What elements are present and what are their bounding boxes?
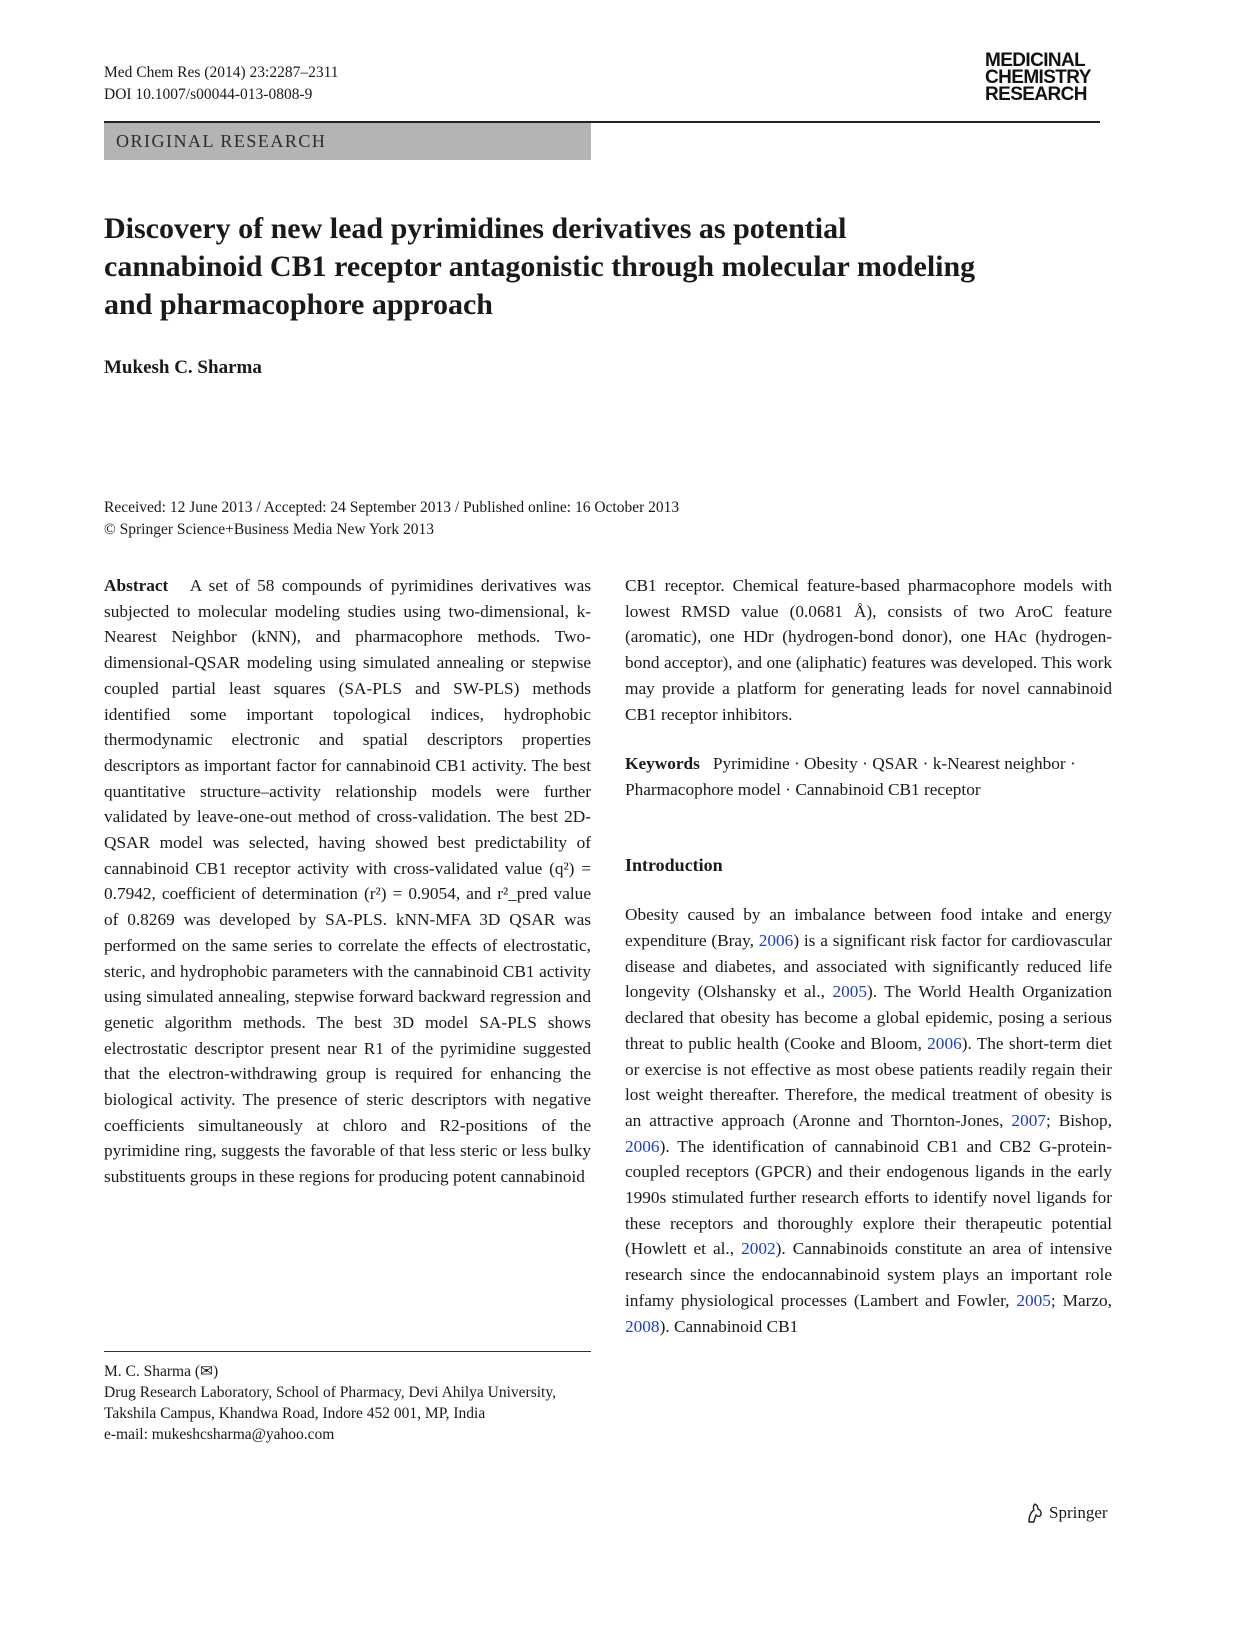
springer-horse-icon — [1025, 1502, 1045, 1524]
journal-logo-line: MEDICINAL — [985, 50, 1086, 71]
intro-text: ). The short-term diet or exercise is not effective as most obese patients readily regain their lost weight thereafter. Therefore, the medical treatment of obesity is an attractive approach (Aronne and Thornton-Jones, — [625, 1033, 1112, 1130]
abstract-label: Abstract — [104, 576, 169, 595]
citation-link[interactable]: 2005 — [832, 982, 868, 1002]
author-name: Mukesh C. Sharma — [104, 357, 262, 378]
section-label: ORIGINAL RESEARCH — [104, 123, 591, 160]
citation-link[interactable]: 2006 — [625, 1136, 660, 1156]
publication-dates — [104, 497, 679, 541]
journal-logo-line: CHEMISTRY — [985, 67, 1091, 88]
citation-block — [104, 62, 339, 106]
intro-text: ). Cannabinoids constitute an area of intensive research since the endocannabinoid system plays an important role infamy physiological processes (Lambert and Fowler, — [625, 1239, 1113, 1310]
author-footnote — [104, 1361, 591, 1445]
journal-logo-line: RESEARCH — [985, 84, 1087, 105]
introduction-heading: Introduction — [625, 854, 723, 875]
footnote-affiliation: Drug Research Laboratory, School of Pharmacy, Devi Ahilya University, Takshila Campus, Khandwa Road, Indore 452 001, MP, India — [104, 1384, 556, 1422]
intro-text: ) is a significant risk factor for cardiovascular disease and diabetes, and associated with significantly reduced life longevity (Olshansky et al., — [625, 931, 1112, 1002]
abstract-paragraph — [104, 573, 591, 1190]
right-column — [625, 573, 1112, 1339]
intro-text: Obesity caused by an imbalance between food intake and energy expenditure (Bray, — [625, 905, 1112, 951]
journal-logo — [985, 52, 1100, 103]
publisher-name: Springer — [1049, 1503, 1108, 1522]
article-title: Discovery of new lead pyrimidines derivatives as potential cannabinoid CB1 receptor antagonistic through molecular modeling and pharmacophore approach — [104, 212, 976, 321]
citation-line: Med Chem Res (2014) 23:2287–2311 — [104, 64, 339, 81]
abstract-text: A set of 58 compounds of pyrimidines derivatives was subjected to molecular modeling studies using two-dimensional, k-Nearest Neighbor (kNN), and pharmacophore methods. Two-dimensional-QSAR modeling using simulated annealing or stepwise coupled partial least squares (SA-PLS and SW-PLS) methods identified some important topological indices, hydrophobic thermodynamic electronic and spatial descriptors properties descriptors as important factor for cannabinoid CB1 activity. The best quantitative structure–activity relationship models were further validated by leave-one-out method of cross-validation. The best 2D-QSAR model was selected, having showed best predictability of cannabinoid CB1 receptor activity with cross-validated value (q²) = 0.7942, coefficient of determination (r²) = 0.9054, and r²_pred value of 0.8269 was developed by SA-PLS. kNN-MFA 3D QSAR was performed on the same series to correlate the effects of electrostatic, steric, and hydrophobic parameters with the cannabinoid CB1 activity using simulated annealing, stepwise forward backward regression and genetic algorithm methods. The best 3D model SA-PLS shows electrostatic descriptor present near R1 of the pyrimidine suggested that the electron-withdrawing group is required for enhancing the biological activity. The presence of steric descriptors with negative coefficients simultaneously at chloro and R2-positions of the pyrimidine ring, suggests the favorable of that less steric or less bulky substituents groups in these regions for producing potent cannabinoid — [104, 576, 591, 1187]
dates-line: Received: 12 June 2013 / Accepted: 24 September 2013 / Published online: 16 October 2013 — [104, 499, 680, 516]
intro-text: ; Bishop, — [1045, 1110, 1112, 1130]
intro-text: ). Cannabinoid CB1 — [659, 1316, 799, 1336]
footnote-name: M. C. Sharma (✉) — [104, 1363, 219, 1380]
left-column — [104, 573, 591, 1190]
publisher-logo — [1025, 1502, 1108, 1524]
copyright-line: © Springer Science+Business Media New York 2013 — [104, 521, 435, 538]
citation-link[interactable]: 2002 — [741, 1239, 776, 1259]
footnote-email[interactable]: e-mail: mukeshcsharma@yahoo.com — [104, 1426, 335, 1443]
intro-text: ). The World Health Organization declared that obesity has become a global epidemic, posing a serious threat to public health (Cooke and Bloom, — [625, 982, 1112, 1053]
citation-link[interactable]: 2008 — [625, 1316, 660, 1336]
keywords-paragraph — [625, 751, 1112, 802]
citation-link[interactable]: 2005 — [1016, 1290, 1051, 1310]
introduction-paragraph — [625, 902, 1112, 1339]
abstract-continuation: CB1 receptor. Chemical feature-based pharmacophore models with lowest RMSD value (0.0681 Å), consists of two AroC feature (aromatic), one HDr (hydrogen-bond donor), one HAc (hydrogen-bond acceptor), and one (aliphatic) features was developed. This work may provide a platform for generating leads for novel cannabinoid CB1 receptor inhibitors. — [625, 576, 1112, 724]
intro-text: ; Marzo, — [1050, 1290, 1112, 1310]
citation-link[interactable]: 2006 — [758, 931, 794, 951]
citation-link[interactable]: 2007 — [1011, 1110, 1046, 1130]
keywords-label: Keywords — [625, 754, 700, 774]
doi-line: DOI 10.1007/s00044-013-0808-9 — [104, 86, 313, 103]
intro-text: ). The identification of cannabinoid CB1 and CB2 G-protein-coupled receptors (GPCR) and their endogenous ligands in the early 1990s stimulated further research efforts to identify novel ligands for these receptors and thoroughly explore their therapeutic potential (Howlett et al., — [625, 1136, 1112, 1259]
keywords-text: Pyrimidine · Obesity · QSAR · k-Nearest neighbor · Pharmacophore model · Cannabinoid CB1 receptor — [625, 754, 1076, 799]
citation-link[interactable]: 2006 — [927, 1033, 962, 1053]
footnote-rule — [104, 1351, 591, 1352]
